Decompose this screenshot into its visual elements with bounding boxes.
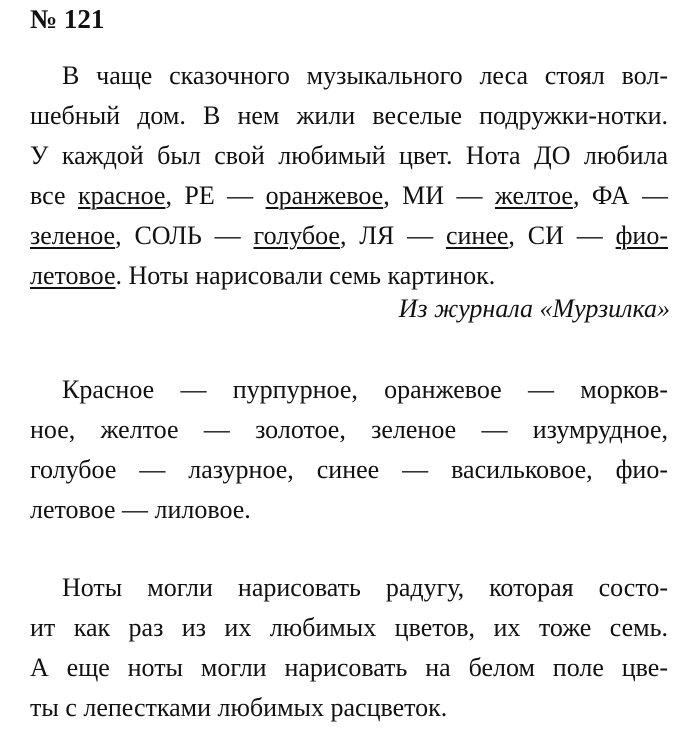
underlined-word-red: красное (77, 181, 166, 210)
p3-line-2: ит как раз из их любимых цветов, их тоже семь. (30, 613, 668, 642)
underlined-word-orange: оранжевое (265, 181, 384, 210)
source-attribution: Из журнала «Мурзилка» (398, 294, 670, 323)
underlined-word-green: зеленое (30, 221, 116, 250)
text-segment: , РЕ — (165, 181, 266, 210)
underlined-word-blue: синее (445, 221, 509, 250)
underlined-word-yellow: желтое (494, 181, 573, 210)
p1-line-2: шебный дом. В нем жили веселые подружки-нотки. (30, 101, 668, 130)
text-segment: , ЛЯ — (339, 221, 446, 250)
p1-line-1: В чаще сказочного музыкального леса стоял вол- (62, 61, 668, 90)
underlined-word-violet-part1: фио- (615, 221, 668, 250)
text-segment: , МИ — (383, 181, 495, 210)
p2-line-2: ное, желтое — золотое, зеленое — изумрудное, (30, 415, 668, 444)
underlined-word-lightblue: голубое (253, 221, 340, 250)
p3-line-4: ты с лепестками любимых расцветок. (30, 693, 448, 722)
p2-line-4: летовое — лиловое. (30, 495, 251, 524)
text-segment: , СИ — (508, 221, 616, 250)
text-segment: , ФА — (572, 181, 668, 210)
exercise-number: № 121 (30, 4, 105, 34)
text-segment: . Ноты нарисовали семь картинок. (115, 261, 496, 290)
p3-line-3: А еще ноты могли нарисовать на белом поле цве- (30, 653, 668, 682)
p3-line-1: Ноты могли нарисовать радугу, которая состо- (62, 573, 668, 602)
p1-line-5 (30, 216, 668, 256)
p2-line-3: голубое — лазурное, синее — васильковое, фио- (30, 455, 668, 484)
underlined-word-violet-part2: летовое (30, 261, 116, 290)
p1-line-3: У каждой был свой любимый цвет. Нота ДО любила (30, 141, 668, 170)
text-segment: , СОЛЬ — (115, 221, 254, 250)
text-segment: все (30, 181, 78, 210)
p1-line-4 (30, 176, 668, 216)
p2-line-1: Красное — пурпурное, оранжевое — морков- (62, 375, 668, 404)
